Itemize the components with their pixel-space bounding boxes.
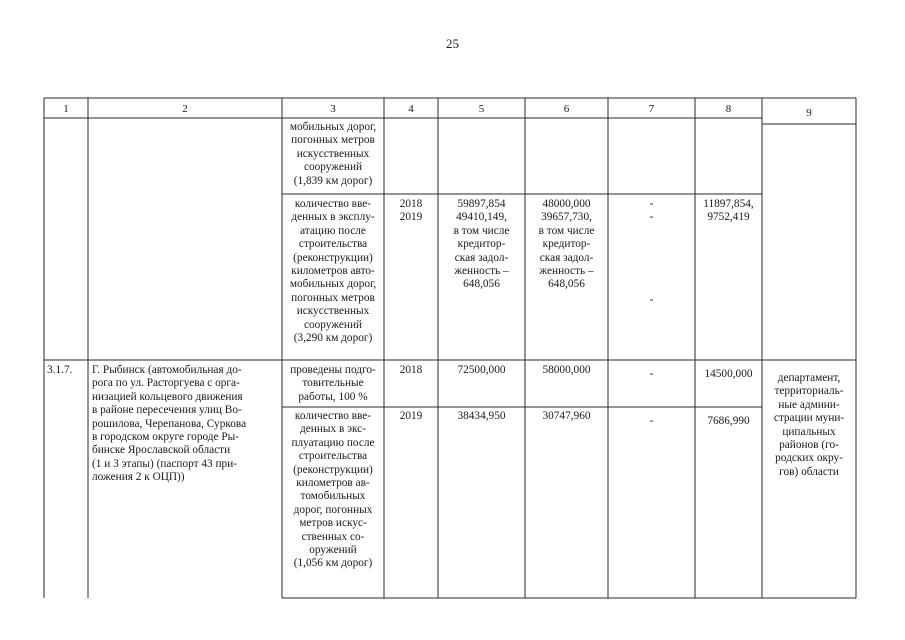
- header-col-7: 7: [648, 103, 655, 115]
- header-col-3: 3: [330, 103, 336, 115]
- item-317-sub1-indicator: проведены подго- товительные работы, 100 %: [290, 364, 376, 403]
- page-number: 25: [446, 36, 459, 51]
- header-col-9: 9: [806, 107, 812, 119]
- item-317-sub2-total: 38434,950: [457, 410, 506, 422]
- header-col-1: 1: [63, 103, 69, 115]
- row-a-years: 2018 2019: [399, 198, 423, 224]
- header-col-8: 8: [725, 103, 732, 115]
- row-a-col7-bottom: -: [649, 294, 654, 306]
- row-a-col7: - -: [649, 198, 654, 224]
- item-317-sub1-year: 2018: [399, 364, 423, 376]
- item-317-sub2-regional: 7686,990: [707, 415, 750, 427]
- continuation-col3: мобильных дорог, погонных метров искусственных сооружений (1,839 км дорог): [289, 121, 377, 187]
- row-a-indicator: количество вве- денных в эксплу- атацию после строительства (реконструкции) километров авто- мобильных дорог, погонных метров искусственных сооружений (3,290 км дорог): [289, 198, 377, 345]
- item-317-name: Г. Рыбинск (автомобильная до- рога по ул. Расторгуева с орга- низацией кольцевого движения в районе пересечения улиц Во- рошилова, Черепанова, Суркова в городском округе городе Ры- бинске Ярославской области (1 и 3 этапы) (паспорт 43 при- ложения 2 к ОЦП)): [92, 364, 247, 484]
- row-a-regional: 11897,854, 9752,419: [703, 198, 754, 224]
- row-a-federal: 48000,000 39657,730, в том числе кредитор- ская задол- женность – 648,056: [538, 198, 595, 291]
- item-317-sub1-col7: -: [649, 368, 654, 380]
- item-317-sub2-year: 2019: [399, 410, 423, 422]
- item-317-executor: департамент, территориаль- ные админи- страции муни- ципальных районов (го- родских окру- гов) области: [773, 372, 845, 478]
- item-317-sub2-federal: 30747,960: [542, 410, 591, 422]
- header-col-6: 6: [563, 103, 570, 115]
- item-317-sub1-federal: 58000,000: [542, 364, 591, 376]
- header-col-5: 5: [478, 103, 485, 115]
- item-317-sub1-regional: 14500,000: [704, 368, 753, 380]
- item-317-sub2-indicator: количество вве- денных в экс- плуатацию после строительства (реконструкции) километров ав- томобильных дорог, погонных метров искус- ственных со- оружений (1,056 км дорог): [291, 410, 375, 570]
- row-a-total: 59897,854 49410,149, в том числе кредитор- ская задол- женность – 648,056: [453, 198, 510, 291]
- header-col-2: 2: [182, 103, 188, 115]
- item-317-number: 3.1.7.: [47, 364, 73, 376]
- header-col-4: 4: [408, 103, 414, 115]
- item-317-sub2-col7: -: [649, 415, 654, 427]
- item-317-sub1-total: 72500,000: [457, 364, 506, 376]
